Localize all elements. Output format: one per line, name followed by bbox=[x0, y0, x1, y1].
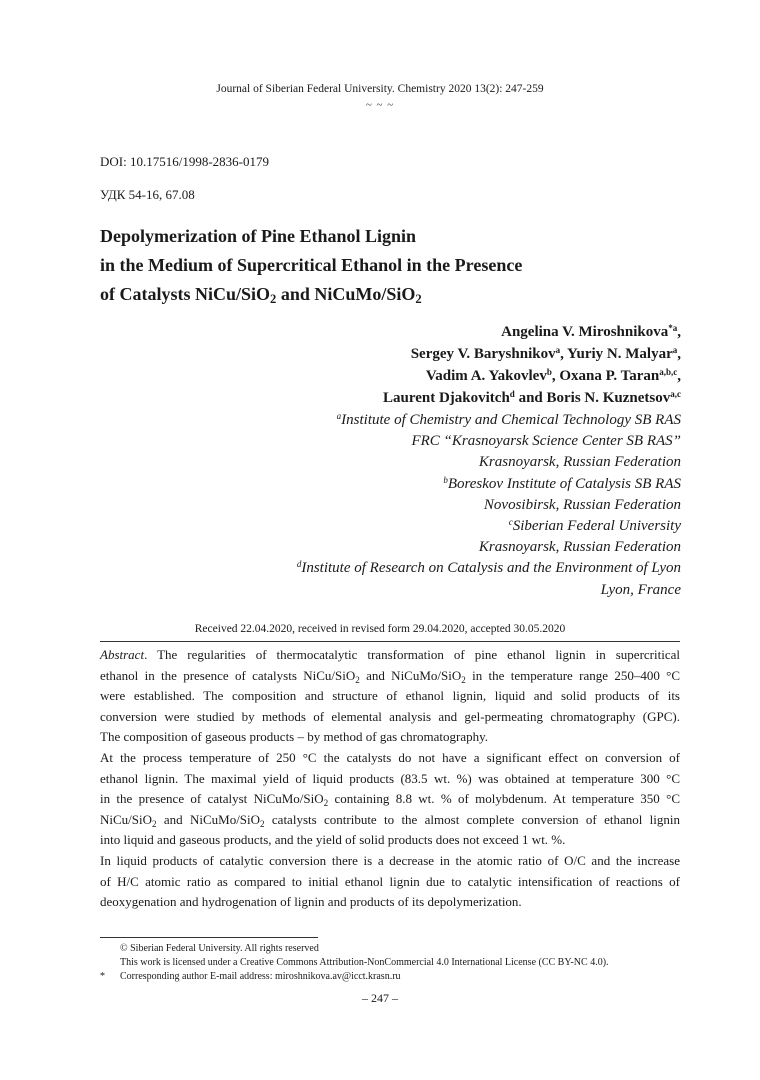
author-line-4: Laurent Djakovitch$^d$ and Boris N. Kuznetsov$^{a,c}$ bbox=[382, 389, 681, 406]
author-name: Laurent Djakovitch bbox=[382, 390, 510, 406]
abstract-label: Abstract bbox=[100, 647, 145, 662]
abstract-divider bbox=[100, 641, 680, 642]
affiliation-c: $^c$Siberian Federal University bbox=[508, 517, 681, 535]
author-name: Yuriy N. Malyar bbox=[567, 346, 673, 362]
abstract-line: of H/C atomic ratio as compared to initial ethanol lignin due to catalytic intensification of reactions of bbox=[100, 873, 680, 889]
abstract-line: The composition of gaseous products – by method of gas chromatography. bbox=[100, 729, 488, 745]
author-name: Sergey V. Baryshnikov bbox=[410, 346, 556, 362]
affiliation-b-line-2: Novosibirsk, Russian Federation bbox=[483, 496, 681, 513]
license-footnote[interactable]: This work is licensed under a Creative Commons Attribution-NonCommercial 4.0 International License (CC BY-NC 4.0). bbox=[120, 957, 609, 968]
abstract-line: Abstract. The regularities of thermocatalytic transformation of pine ethanol lignin in supercritical bbox=[100, 647, 680, 662]
affiliation-d: $^d$Institute of Research on Catalysis and the Environment of Lyon bbox=[296, 559, 681, 577]
affiliation-a-line-3: Krasnoyarsk, Russian Federation bbox=[478, 454, 681, 471]
author-name: Vadim A. Yakovlev bbox=[425, 368, 547, 384]
abstract-line: At the process temperature of 250 °C the catalysts do not have a significant effect on conversion of bbox=[100, 749, 680, 765]
received-dates: Received 22.04.2020, received in revised form 29.04.2020, accepted 30.05.2020 bbox=[194, 623, 566, 635]
affiliation-b: $^b$Boreskov Institute of Catalysis SB RAS bbox=[443, 474, 681, 492]
abstract-line: In liquid products of catalytic conversion there is a decrease in the atomic ratio of O/C and the increase bbox=[100, 852, 680, 868]
title-line-1: Depolymerization of Pine Ethanol Lignin bbox=[100, 226, 417, 246]
udk-code: УДК 54-16, 67.08 bbox=[100, 187, 195, 202]
title-line-3: of Catalysts NiCu/SiO2 and NiCuMo/SiO2 bbox=[100, 284, 422, 306]
abstract-line: ethanol in the presence of catalysts NiCu/SiO$_2$ and NiCuMo/SiO$_2$ in the temperature range 250–400 °C bbox=[100, 667, 681, 685]
copyright-footnote: © Siberian Federal University. All rights reserved bbox=[120, 943, 319, 954]
author-name: Oxana P. Taran bbox=[559, 368, 660, 384]
abstract-line: ethanol lignin. The maximal yield of liquid products (83.5 wt. %) was obtained at temperature 300 °C bbox=[100, 770, 680, 786]
affiliations bbox=[297, 410, 681, 601]
abstract-line: into liquid and gaseous products, and the yield of solid products does not exceed 1 wt. %. bbox=[100, 832, 566, 848]
corresponding-author-footnote bbox=[100, 970, 401, 984]
author-line-2: Sergey V. Baryshnikov$^a$, Yuriy N. Malyar$^a$, bbox=[410, 345, 681, 362]
author-list bbox=[383, 321, 681, 409]
article-title bbox=[100, 222, 700, 309]
title-line-2: in the Medium of Supercritical Ethanol in the Presence bbox=[100, 255, 523, 275]
abstract-line: NiCu/SiO$_2$ and NiCuMo/SiO$_2$ catalysts contribute to the almost complete conversion of ethanol lignin bbox=[100, 811, 680, 829]
abstract-line: conversion were studied by methods of elemental analysis and gel-permeating chromatography (GPC). bbox=[100, 708, 680, 724]
author-name: Boris N. Kuznetsov bbox=[546, 390, 671, 406]
footnote-divider bbox=[100, 937, 318, 938]
page-number: – 247 – bbox=[362, 991, 398, 1005]
affiliation-a: $^a$Institute of Chemistry and Chemical Technology SB RAS bbox=[336, 411, 681, 428]
abstract-line: in the presence of catalyst NiCuMo/SiO$_2$ containing 8.8 wt. % of molybdenum. At temperature 350 °C bbox=[100, 791, 680, 809]
author-line-1: Angelina V. Miroshnikova$^{*a}$, bbox=[501, 323, 681, 340]
affiliation-a-line-2: FRC “Krasnoyarsk Science Center SB RAS” bbox=[411, 433, 681, 450]
abstract-line: were established. The composition and structure of ethanol lignin, liquid and solid products of its bbox=[100, 688, 680, 704]
corresponding-email[interactable]: Corresponding author E-mail address: miroshnikova.av@icct.krasn.ru bbox=[120, 971, 401, 982]
header-ornament: ~ ~ ~ bbox=[365, 99, 395, 111]
author-name: Angelina V. Miroshnikova bbox=[501, 324, 669, 340]
affiliation-d-line-2: Lyon, France bbox=[600, 581, 681, 598]
asterisk-mark: * bbox=[100, 971, 105, 982]
author-line-3: Vadim A. Yakovlev$^b$, Oxana P. Taran$^{a,b,c}$, bbox=[425, 367, 681, 384]
abstract-line: deoxygenation and hydrogenation of lignin and products of its depolymerization. bbox=[100, 894, 522, 910]
doi[interactable]: DOI: 10.17516/1998-2836-0179 bbox=[100, 154, 269, 169]
abstract bbox=[100, 645, 680, 913]
affiliation-c-line-2: Krasnoyarsk, Russian Federation bbox=[478, 539, 681, 556]
journal-header: Journal of Siberian Federal University. Chemistry 2020 13(2): 247-259 bbox=[216, 83, 544, 95]
